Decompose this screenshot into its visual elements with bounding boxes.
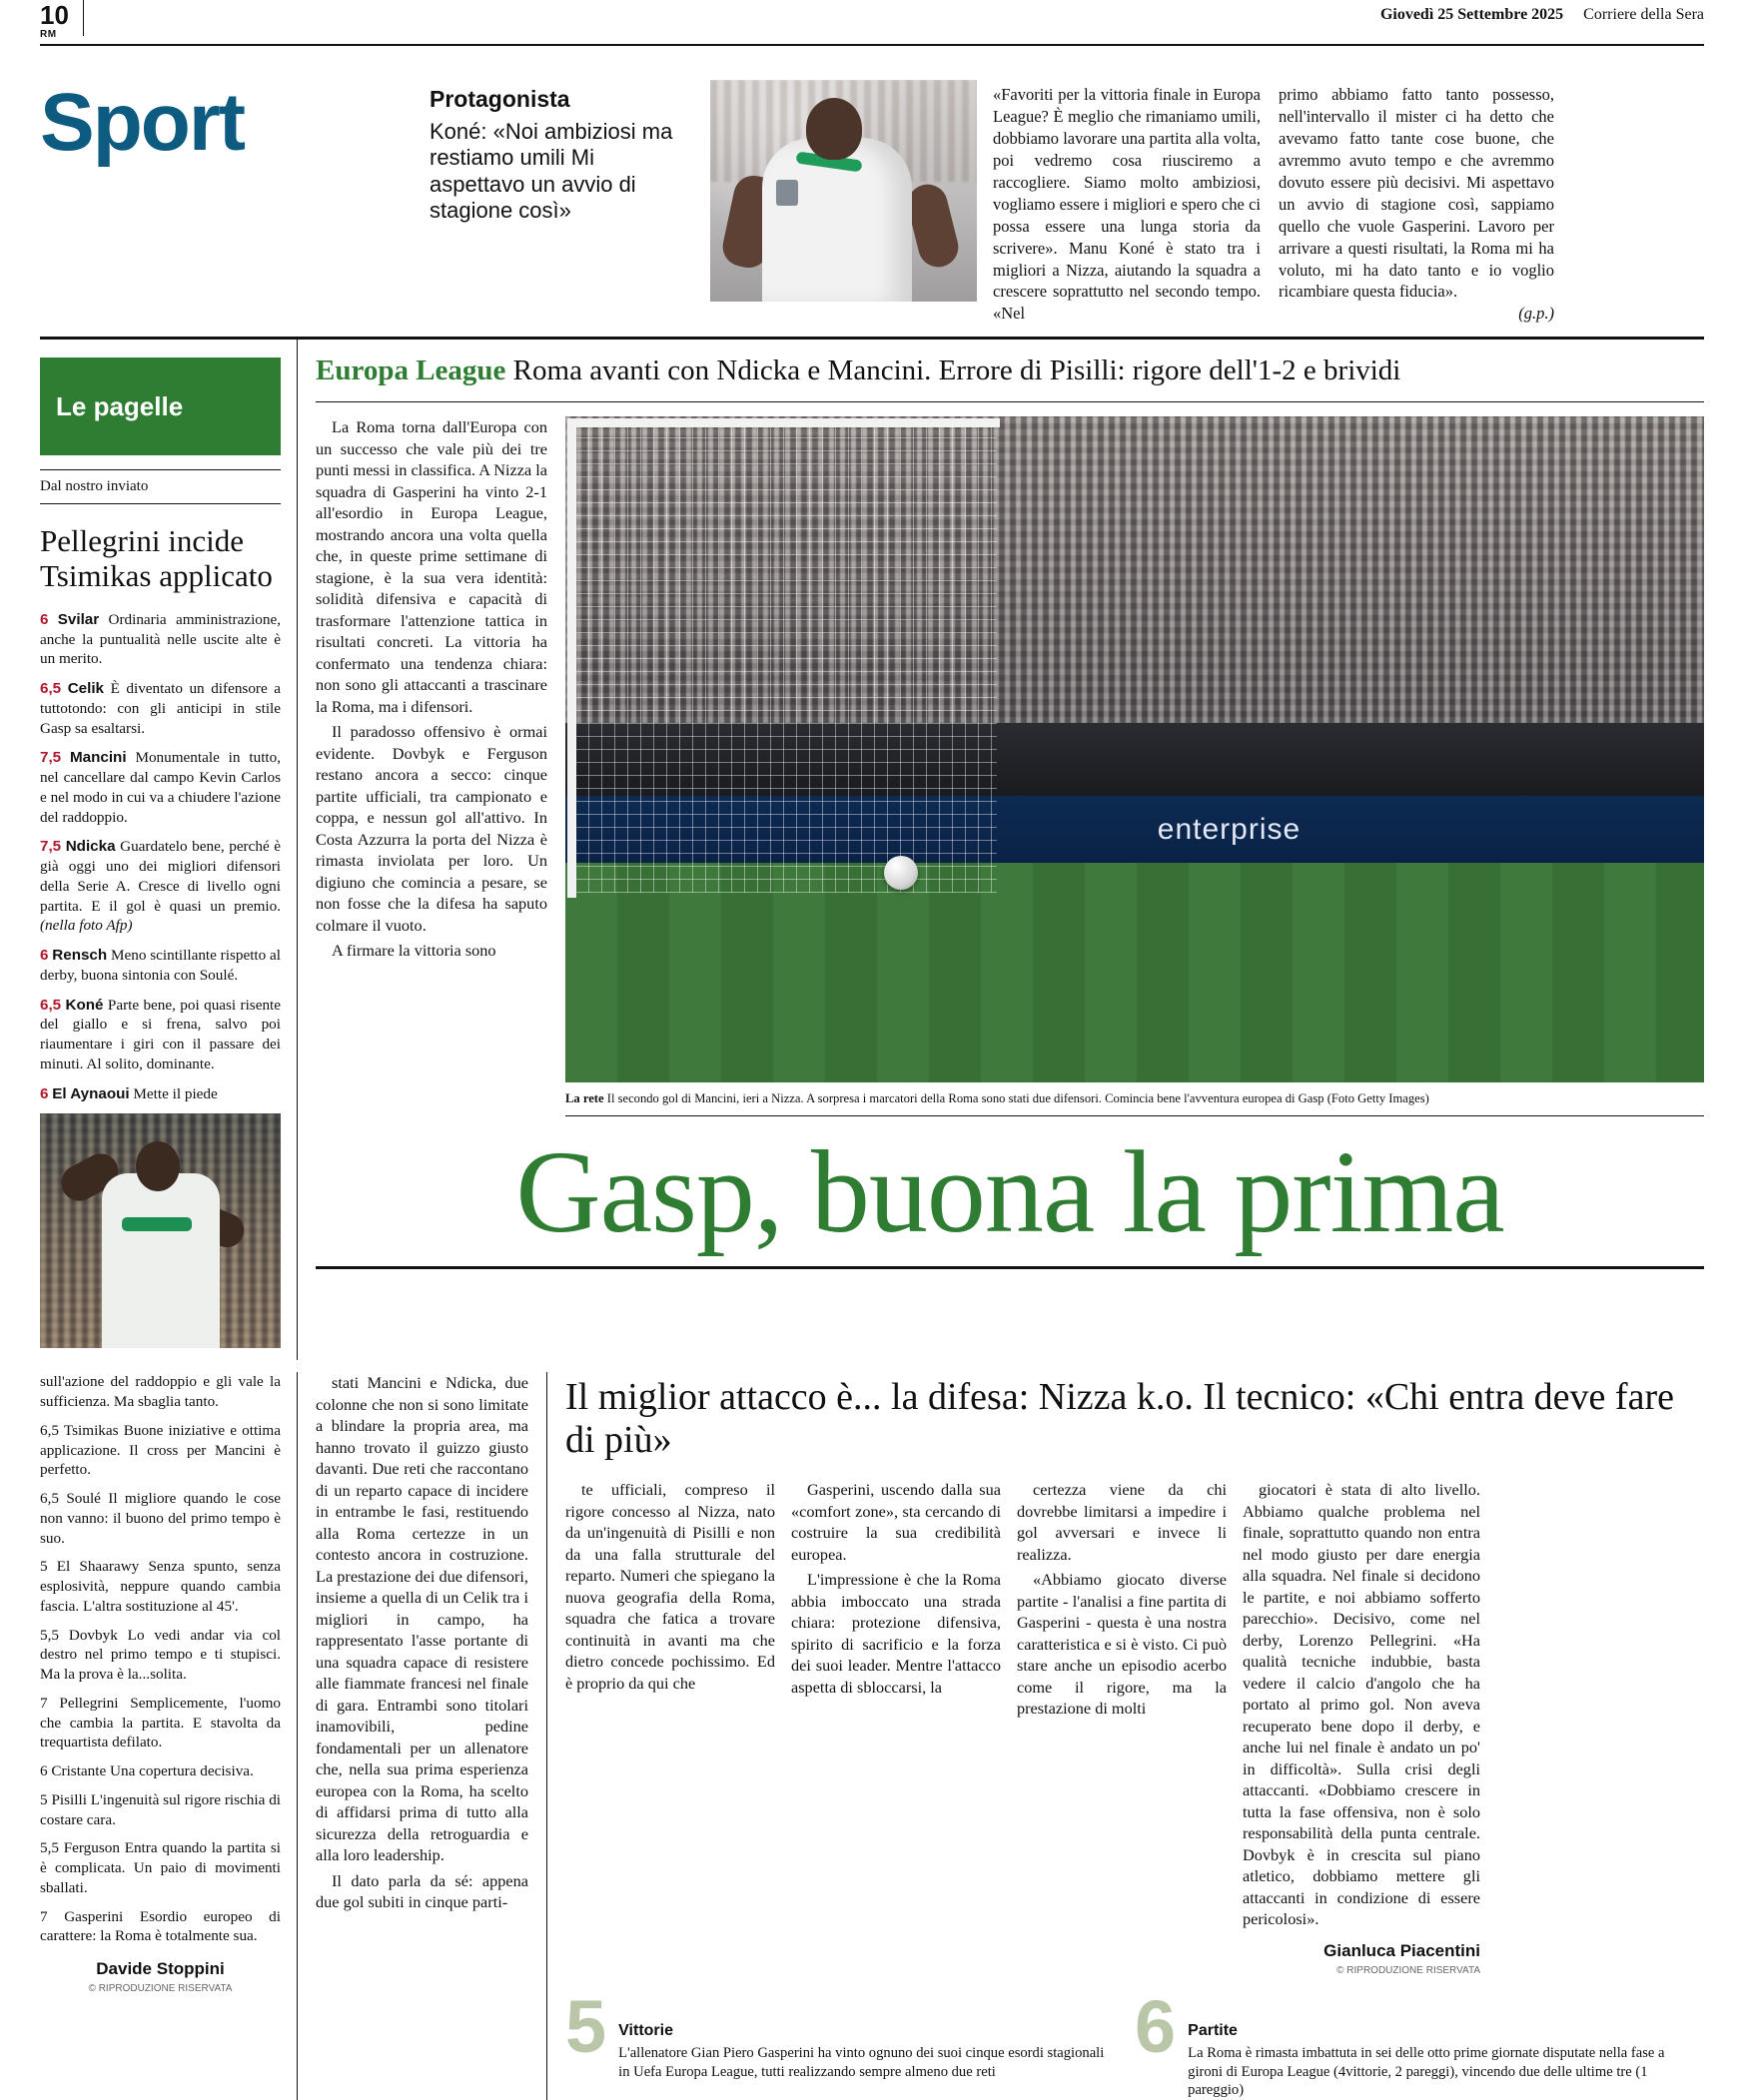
pagelle-nome: Tsimikas [63, 1421, 119, 1439]
match-photo [565, 416, 1704, 1082]
folio-edition: RM [40, 29, 57, 40]
article-paragraph: L'impressione è che la Roma abbia imboccato una strada chiara: protezione difensiva, spirito di sacrificio e la forza dei suoi leader. Mentre l'attacco aspetta di sbloccarsi, la [791, 1570, 1001, 1697]
pagelle-testo: sull'azione del raddoppio e gli vale la sufficienza. Ma sbaglia tanto. [40, 1373, 281, 1410]
byline-name: Gianluca Piacentini [1323, 1940, 1480, 1960]
main-columns [316, 402, 1704, 1115]
match-photo-caption [565, 1082, 1704, 1115]
pagelle-voto: 7,5 [40, 749, 62, 767]
pagelle-nome: El Shaarawy [56, 1558, 140, 1576]
match-photo-block [565, 416, 1704, 1115]
kone-photo [710, 80, 977, 302]
pagelle-testo: Ordinaria amministrazione, anche la puntualità nelle uscite alte è un merito. [40, 610, 282, 668]
byline-copyright: © RIPRODUZIONE RISERVATA [1336, 1965, 1480, 1977]
pagelle-item [40, 1626, 281, 1685]
secondary-column-2 [791, 1479, 1017, 1977]
pagelle-headline: Pellegrini incide Tsimikas applicato [40, 523, 273, 594]
pagelle-nome: Mancini [70, 749, 127, 767]
masthead [40, 0, 1704, 46]
article-paragraph: certezza viene da chi dovrebbe limitarsi a impedire i gol avversari e invece li realizza. [1017, 1480, 1227, 1564]
pagelle-voto: 6,5 [40, 1421, 59, 1439]
pagelle-testo: Buone iniziative e ottima applicazione. Il cross per Mancini è perfetto. [40, 1421, 281, 1479]
pagelle-voto: 5 [40, 1790, 48, 1808]
article-paragraph: Il paradosso offensivo è ormai evidente. Dovbyk e Ferguson restano ancora a secco: cinque partite ufficiali, tra campionato e coppa, e nessun gol all'attivo. In Costa Azzurra la porta del Nizza è rimasta inviolata per loro. Un digiuno che comincia a pesare, se non fosse che la difesa ha saputo colmare il vuoto. [316, 722, 547, 935]
pagelle-voto: 5,5 [40, 1626, 59, 1644]
main-headline: Gasp, buona la prima [316, 1116, 1704, 1269]
pagelle-item [40, 1372, 281, 1412]
pagelle-nome: Ndicka [65, 838, 116, 856]
pagelle-nome: Dovbyk [68, 1626, 118, 1644]
protagonista-title: Koné: «Noi ambiziosi ma restiamo umili Mi aspettavo un avvio di stagione così» [430, 119, 673, 224]
protagonista-text-2-body: primo abbiamo fatto tanto possesso, nell'intervallo il mister ci ha detto che avevamo fatto tante cose buone, che avremmo avuto tempo e che avremmo dovuto essere più decisivi. Mi aspettavo un avvio di stagione così, sappiamo quello che vuole Gasperini. Lavoro per arrivare a questi risultati, la Roma mi ha voluto, mi ha dato tanto e io voglio ricambiare questa fiducia». [1279, 85, 1554, 302]
pagelle-testo: Entra quando la partita si è complicata. Un paio di movimenti sballati. [40, 1839, 282, 1896]
pagelle-item [40, 1761, 281, 1781]
pagelle-voto: 6 [40, 610, 49, 628]
top-zone [40, 46, 1704, 340]
pagelle-copyright: © RIPRODUZIONE RISERVATA [88, 1983, 233, 1995]
pagelle-testo: Lo vedi andar via col destro nel primo tempo e ti stupisci. Ma la prova è la...solita. [40, 1626, 282, 1683]
pagelle-item [40, 748, 281, 827]
photo-goal-net [575, 426, 997, 893]
dal-nostro-inviato: Dal nostro inviato [40, 469, 281, 504]
pagelle-testo: Semplicemente, l'uomo che cambia la partita. E stavolta da trequartista defilato. [40, 1694, 282, 1751]
secondary-column-3 [1017, 1479, 1243, 1977]
pagelle-voto: 6 [40, 947, 49, 964]
pellegrini-photo [40, 1113, 281, 1348]
fact-text: La Roma è rimasta imbattuta in sei delle otto prime giornate disputate nella fase a gironi di Europa League (4vittorie, 2 pareggi), vincendo due delle ultime tre (1 pareggio) [1188, 2044, 1665, 2099]
pagelle-item [40, 1907, 281, 1947]
pagelle-item [40, 1489, 281, 1548]
pagelle-nome: El Aynaoui [52, 1084, 130, 1102]
pagelle-voto: 7 [40, 1694, 48, 1712]
section-title: Sport [40, 77, 245, 168]
fact-box [565, 1985, 1135, 2099]
pagelle-byline: Davide Stoppini [96, 1959, 225, 1978]
pagelle-nome: Svilar [57, 610, 100, 628]
pagelle-nota: (nella foto Afp) [40, 917, 133, 935]
secondary-columns [565, 1479, 1704, 1977]
pagelle-item [40, 610, 281, 669]
pagelle-testo: Esordio europeo di carattere: la Roma è totalmente sua. [40, 1907, 281, 1945]
pagelle-voto: 6,5 [40, 996, 62, 1014]
pagelle-nome: Ferguson [63, 1839, 120, 1857]
main-body [40, 340, 1704, 1360]
article-paragraph: stati Mancini e Ndicka, due colonne che non si sono limitate a blindare la propria area, ma hanno trovato il guizzo giusto davanti. Due reti che raccontano di un reparto capace di incidere in entrambe le fasi, restituendo alla Roma certezze in un contesto ancora in costruzione. La prestazione dei due difensori, insieme a quella di un Celik tra i migliori in campo, ha rappresentato l'asse portante di una squadra capace di resistere alle fiammate francesi nel finale di gara. Entrambi sono titolari inamovibili, pedine fondamentali per un allenatore che, nella sua prima esperienza europea con la Roma, ha scelto di affidarsi prima di tutto alla sicurezza della retroguardia e alla loro leadership. [316, 1373, 528, 1865]
pagelle-testo: Una copertura decisiva. [110, 1762, 254, 1779]
pagelle-item [40, 946, 281, 986]
pagelle-item [40, 837, 281, 936]
pagelle-list [40, 610, 281, 1104]
pagelle-column-2 [40, 1372, 298, 2100]
pagelle-voto: 6,5 [40, 680, 62, 697]
secondary-column-1 [565, 1479, 791, 1977]
europa-league-headline [316, 340, 1704, 402]
pagelle-item [40, 1421, 281, 1480]
pagelle-testo: Il migliore quando le cose non vanno: il buono del primo tempo è suo. [40, 1490, 282, 1547]
photo-jersey-stripe [122, 1217, 192, 1231]
pagelle-testo: L'ingenuità sul rigore rischia di costare cara. [40, 1790, 282, 1828]
secondary-column-4 [1243, 1479, 1480, 1977]
pagelle-item [40, 996, 281, 1074]
article-paragraph: Il dato parla da sé: appena due gol subiti in cinque parti- [316, 1870, 528, 1912]
pagelle-voto: 6 [40, 1762, 48, 1779]
folio-wrap [40, 0, 84, 40]
europa-league-title: Roma avanti con Ndicka e Mancini. Errore di Pisilli: rigore dell'1-2 e brividi [512, 354, 1401, 387]
page-folio [40, 0, 69, 40]
protagonista-text-2 [1279, 72, 1554, 325]
pagelle-testo: È diventato un difensore a tuttotondo: con gli anticipi in stile Gasp sa esaltarsi. [40, 680, 282, 737]
fact-label: Partite [1188, 2022, 1238, 2040]
facts-row [565, 1985, 1704, 2099]
photo-head [806, 98, 862, 160]
paper-name: Corriere della Sera [1583, 6, 1704, 23]
bottom-zone [40, 1360, 1704, 2100]
pagelle-box [40, 357, 281, 455]
article-paragraph: «Abbiamo giocato diverse partite - l'analisi a fine partita di Gasperini - questa è una nostra caratteristica e si è visto. Ci può stare anche un episodio acerbo come il rigore, ma la prestazione di molti [1017, 1570, 1227, 1719]
pagelle-nome: Pellegrini [59, 1694, 119, 1712]
pagelle-item [40, 1694, 281, 1752]
pagelle-column [40, 340, 298, 1360]
pagelle-voto: 7,5 [40, 838, 62, 856]
pagelle-nome: Soulé [66, 1490, 101, 1507]
pagelle-testo: Guardatelo bene, perché è già oggi uno dei migliori difensori della Serie A. Cresce di livello ogni partita. E il gol è quasi un premio. [40, 838, 282, 915]
photo-jersey-badge [776, 180, 798, 206]
fact-number: 6 [1135, 1985, 1177, 2069]
masthead-right [1380, 0, 1704, 24]
pagelle-testo: Meno scintillante rispetto al derby, buona sintonia con Soulé. [40, 947, 282, 984]
protagonista-signature: (g.p.) [1518, 304, 1554, 324]
photo-jersey [102, 1173, 220, 1348]
issue-date: Giovedì 25 Settembre 2025 [1379, 6, 1564, 23]
main-column [298, 340, 1704, 1360]
pagelle-nome: Koné [65, 996, 104, 1014]
pagelle-nome: Celik [67, 680, 104, 697]
article-paragraph: Gasperini, uscendo dalla sua «comfort zone», sta cercando di costruire la sua credibilità europea. [791, 1480, 1001, 1564]
pagelle-voto: 7 [40, 1907, 48, 1925]
secondary-article [547, 1372, 1704, 2100]
pagelle-nome: Gasperini [64, 1907, 124, 1925]
fact-text: L'allenatore Gian Piero Gasperini ha vinto ognuno dei suoi cinque esordi stagionali in Uefa Europa League, tutti realizzando sempre almeno due reti [618, 2044, 1105, 2080]
fact-label: Vittorie [618, 2022, 673, 2040]
protagonista-kicker: Protagonista [430, 86, 570, 112]
pagelle-item [40, 1838, 281, 1897]
article-paragraph: te ufficiali, compreso il rigore concesso al Nizza, nato da un'ingenuità di Pisilli e non da una falla strutturale del reparto. Numeri che spiegano la nuova geografia della Roma, squadra che fatica a trovare continuità in avanti ma che dietro concede pochissimo. Ed è proprio da qui che [565, 1480, 775, 1693]
article-paragraph: giocatori è stata di alto livello. Abbiamo qualche problema nel finale, soprattutto quando non entra nel modo giusto per dare energia alla squadra. Nel finale si decidono le partite, e noi abbiamo sofferto parecchio». Decisivo, come nel derby, Lorenzo Pellegrini. «Ha qualità tecniche indubbie, basta vedere il calcio d'angolo che ha portato al primo gol. Non aveva recuperato bene dopo il derby, e anche lui nel finale è andato un po' in difficoltà». Sulla crisi degli attaccanti. «Dobbiamo crescere in tutta la fase offensiva, non è solo responsabilità della punta centrale. Dovbyk è in crescita sul piano atletico, dobbiamo mettere gli attaccanti in condizione di essere pericolosi». [1243, 1480, 1480, 1929]
article-paragraph: La Roma torna dall'Europa con un successo che vale più dei tre punti messi in classifica. A Nizza la squadra di Gasperini ha vinto 2-1 all'esordio in Europa League, mostrando ancora una volta quella che, in queste prime settimane di stagione, è la sua vera identità: solidità difensiva e capacità di trasformare l'attenzione tattica in risultati concreti. La vittoria ha confermato una tendenza chiara: non sono gli attaccanti a trascinare la Roma, ma i difensori. [316, 417, 547, 716]
pagelle-voto: 5,5 [40, 1839, 59, 1857]
fact-number: 5 [565, 1985, 607, 2069]
pagelle-box-label: Le pagelle [56, 390, 184, 421]
photo-head [136, 1141, 180, 1191]
secondary-byline [1243, 1940, 1480, 1978]
pagelle-testo: Monumentale in tutto, nel cancellare dal campo Kevin Carlos e nel modo in cui va a chiudere l'azione del raddoppio. [40, 749, 282, 826]
pagelle-nome: Rensch [52, 947, 108, 964]
fact-box [1135, 1985, 1704, 2099]
caption-text: Il secondo gol di Mancini, ieri a Nizza. A sorpresa i marcatori della Roma sono stati due difensori. Comincia bene l'avventura europea di Gasp (Foto Getty Images) [606, 1091, 1429, 1106]
pagelle-voto: 5 [40, 1558, 48, 1576]
pagelle-testo: Parte bene, poi quasi risente del giallo e si frena, salvo poi riaumentare i giri con il passare dei minuti. Al solito, dominante. [40, 996, 282, 1072]
caption-lead: La rete [565, 1091, 604, 1106]
pagelle-item [40, 679, 281, 738]
secondary-headline: Il miglior attacco è... la difesa: Nizza k.o. Il tecnico: «Chi entra deve fare di più» [565, 1376, 1674, 1461]
fact-body [1188, 1995, 1684, 2099]
pagelle-item [40, 1084, 281, 1104]
pagelle-testo: Senza spunto, senza esplosività, neppure quando cambia fascia. L'altra sostituzione al 45'. [40, 1558, 282, 1615]
pagelle-nome: Cristante [51, 1762, 107, 1779]
article-column-2 [298, 1372, 547, 2100]
pagelle-voto: 6,5 [40, 1490, 59, 1507]
pagelle-nome: Pisilli [51, 1790, 87, 1808]
protagonista-text-1: «Favoriti per la vittoria finale in Europa League? È meglio che rimaniamo umili, dobbiamo lavorare una partita alla volta, poi vedremo cosa riusciremo a raccogliere. Siamo molto ambiziosi, vogliamo essere i migliori e spero che ci possa essere una lunga storia da scrivere». Manu Koné è stato tra i migliori a Nizza, aiutando la squadra a crescere soprattutto nel secondo tempo. «Nel [993, 85, 1261, 324]
pagelle-testo: Mette il piede [133, 1084, 218, 1102]
pagelle-item [40, 1557, 281, 1616]
fact-body [618, 1995, 1115, 2081]
pagelle-voto: 6 [40, 1084, 49, 1102]
pagelle-item [40, 1790, 281, 1830]
europa-league-lead: Europa League [316, 354, 506, 387]
folio-number: 10 [40, 0, 69, 30]
protagonista-column [430, 72, 694, 325]
article-column-1 [316, 416, 565, 1115]
article-paragraph: A firmare la vittoria sono [332, 941, 496, 961]
folio-divider [83, 0, 84, 36]
advert-board-text: enterprise [1157, 812, 1302, 846]
